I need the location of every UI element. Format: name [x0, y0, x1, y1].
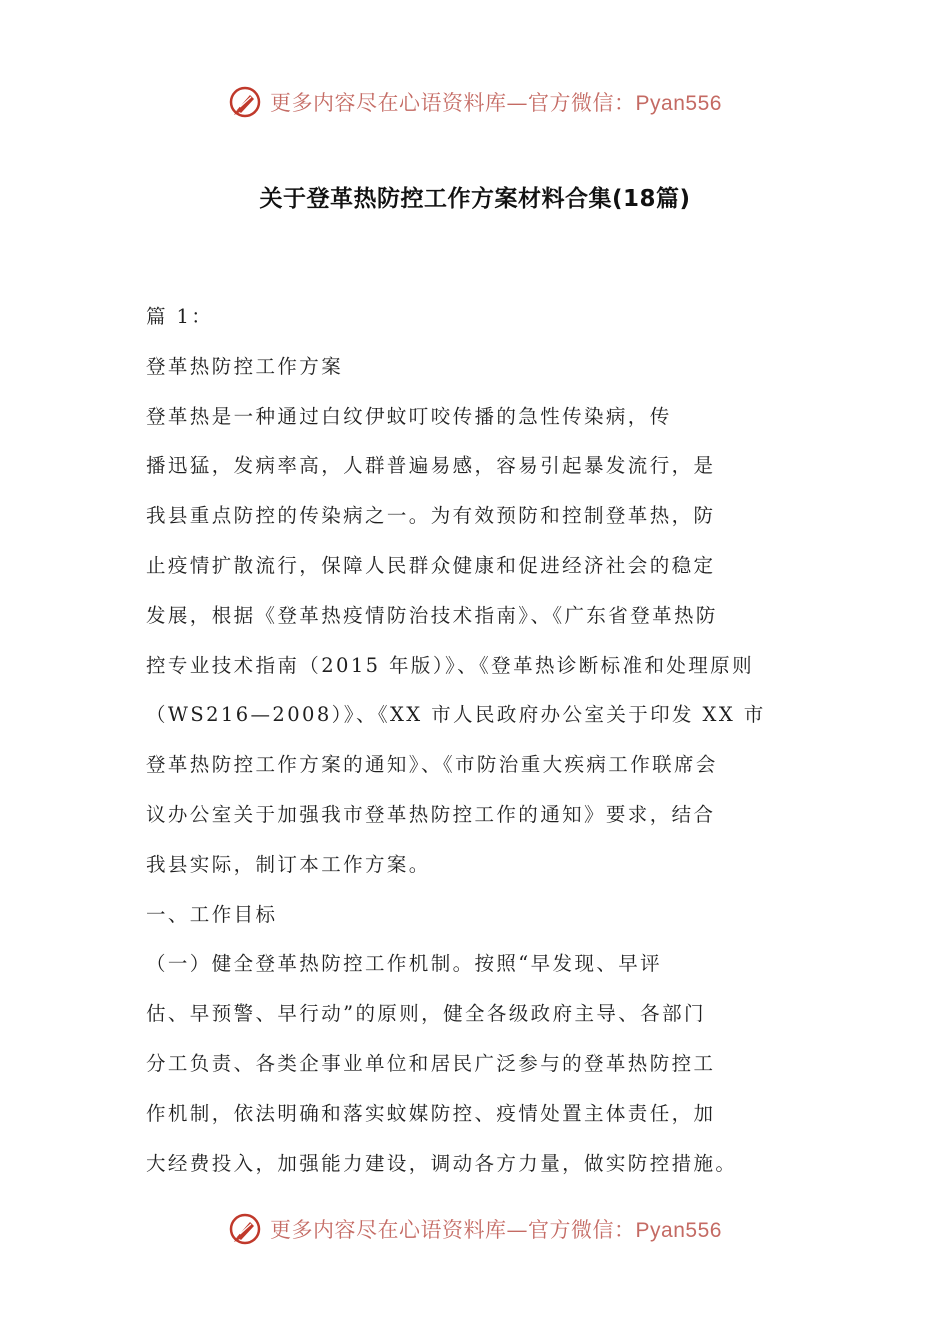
banner-wechat-id: Pyan556: [635, 1219, 722, 1242]
header-banner: [0, 80, 950, 124]
section-heading: 登革热防控工作方案: [146, 354, 344, 378]
document-body: [146, 301, 846, 1197]
body-line: （一）健全登革热防控工作机制。按照“早发现、早评: [146, 952, 663, 976]
banner-text: 更多内容尽在心语资料库—官方微信：: [270, 91, 636, 115]
body-line: 我县实际，制订本工作方案。: [146, 852, 431, 876]
body-line: 登革热防控工作方案的通知》、《市防治重大疾病工作联席会: [146, 753, 718, 777]
pen-nib-logo-icon: [228, 85, 262, 119]
body-line: 播迅猛，发病率高，人群普遍易感，容易引起暴发流行，是: [146, 454, 716, 478]
document-title: 关于登革热防控工作方案材料合集(18篇): [259, 186, 691, 212]
body-line: 发展，根据《登革热疫情防治技术指南》、《广东省登革热防: [146, 603, 718, 627]
body-line: 登革热是一种通过白纹伊蚊叮咬传播的急性传染病，传: [146, 404, 672, 428]
section-label: 篇 1：: [146, 305, 214, 328]
body-line: 我县重点防控的传染病之一。为有效预防和控制登革热，防: [146, 504, 716, 528]
body-line: 分工负责、各类企事业单位和居民广泛参与的登革热防控工: [146, 1051, 716, 1075]
body-line: （WS216—2008）》、《XX 市人民政府办公室关于印发 XX 市: [146, 703, 766, 727]
subsection-heading: 一、工作目标: [146, 902, 278, 926]
body-line: 估、早预警、早行动”的原则，健全各级政府主导、各部门: [146, 1002, 706, 1026]
pen-nib-logo-icon: [228, 1212, 262, 1246]
footer-banner: [0, 1207, 950, 1251]
body-line: 作机制，依法明确和落实蚊媒防控、疫情处置主体责任，加: [146, 1101, 716, 1125]
body-line: 议办公室关于加强我市登革热防控工作的通知》要求，结合: [146, 802, 716, 826]
banner-text: 更多内容尽在心语资料库—官方微信：: [270, 1218, 636, 1242]
body-line: 止疫情扩散流行，保障人民群众健康和促进经济社会的稳定: [146, 553, 716, 577]
body-line: 控专业技术指南（2015 年版）》、《登革热诊断标准和处理原则: [146, 653, 754, 677]
body-line: 大经费投入，加强能力建设，调动各方力量，做实防控措施。: [146, 1151, 738, 1175]
banner-wechat-id: Pyan556: [635, 92, 722, 115]
